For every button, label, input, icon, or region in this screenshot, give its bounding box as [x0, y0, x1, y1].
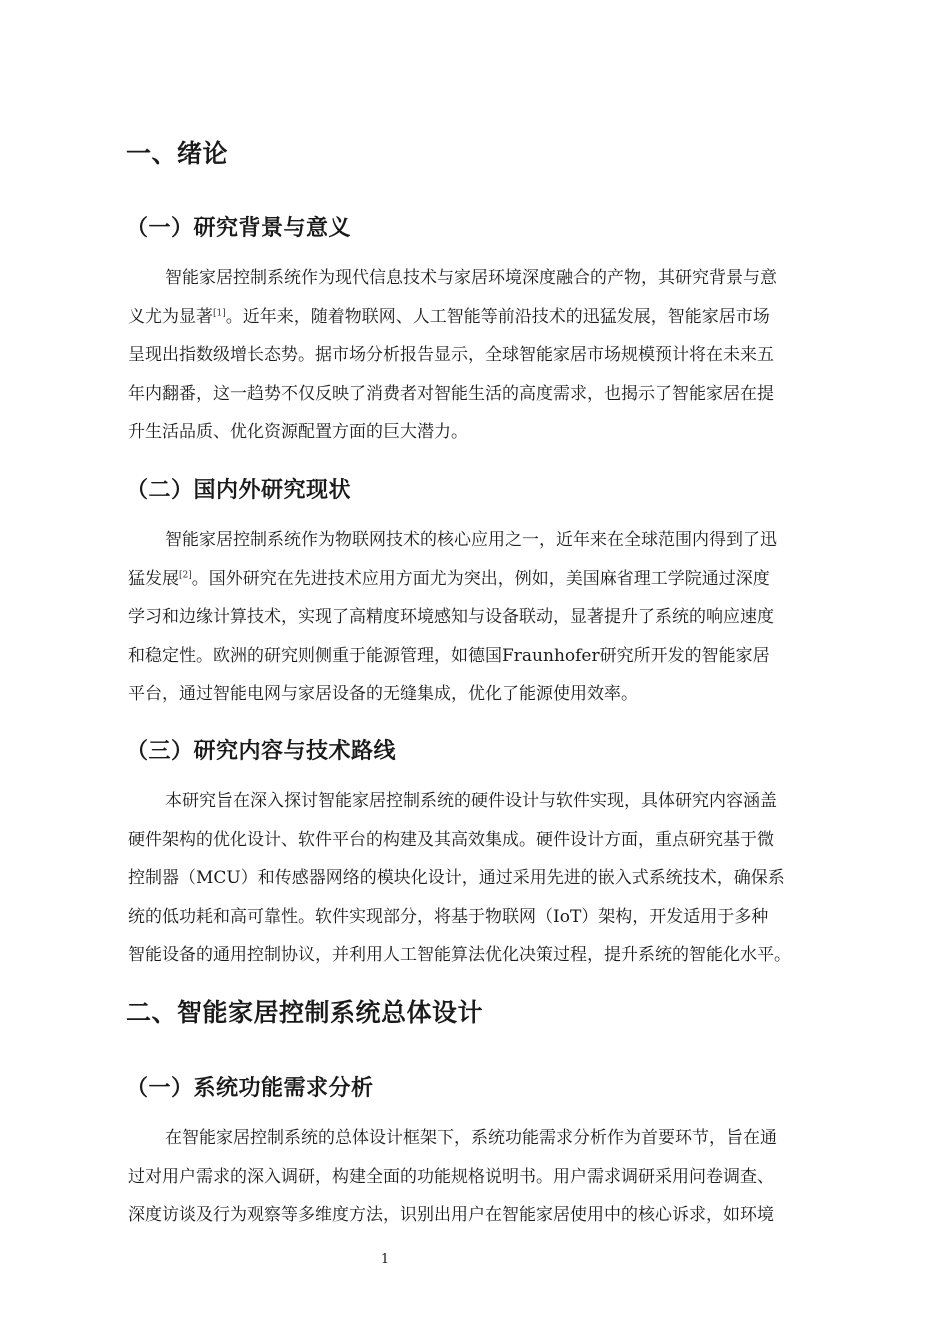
body-line: 统的低功耗和高可靠性。软件实现部分，将基于物联网（IoT）架构，开发适用于多种: [128, 906, 769, 927]
body-line: 硬件架构的优化设计、软件平台的构建及其高效集成。硬件设计方面，重点研究基于微: [128, 829, 774, 850]
body-line: 智能家居控制系统作为现代信息技术与家居环境深度融合的产物，其研究背景与意: [165, 268, 777, 288]
body-line: 在智能家居控制系统的总体设计框架下，系统功能需求分析作为首要环节，旨在通: [165, 1128, 777, 1148]
body-line: 控制器（MCU）和传感器网络的模块化设计，通过采用先进的嵌入式系统技术，确保系: [128, 868, 785, 889]
section-1-1-title: （一）研究背景与意义: [126, 216, 352, 241]
citation-2[interactable]: [2]: [179, 569, 192, 580]
chapter-1-title: 一、绪论: [126, 139, 229, 168]
body-line: 猛发展[2]。国外研究在先进技术应用方面尤为突出，例如，美国麻省理工学院通过深度: [128, 568, 770, 589]
section-1-3-title: （三）研究内容与技术路线: [126, 739, 397, 764]
body-line: 年内翻番，这一趋势不仅反映了消费者对智能生活的高度需求，也揭示了智能家居在提: [128, 383, 774, 404]
section-1-2-title: （二）国内外研究现状: [126, 478, 352, 503]
body-line: 智能家居控制系统作为物联网技术的核心应用之一，近年来在全球范围内得到了迅: [165, 530, 777, 550]
body-line: 过对用户需求的深入调研，构建全面的功能规格说明书。用户需求调研采用问卷调查、: [128, 1166, 774, 1187]
body-line: 智能设备的通用控制协议，并利用人工智能算法优化决策过程，提升系统的智能化水平。: [128, 945, 791, 966]
page-number: 1: [380, 1252, 390, 1267]
body-line: 和稳定性。欧洲的研究则侧重于能源管理，如德国Fraunhofer研究所开发的智能家居: [128, 645, 770, 666]
body-line: 呈现出指数级增长态势。据市场分析报告显示，全球智能家居市场规模预计将在未来五: [128, 345, 774, 366]
section-1-2-body: [128, 521, 858, 714]
section-1-1-body: [128, 259, 858, 452]
section-2-1-title: （一）系统功能需求分析: [126, 1076, 374, 1101]
section-1-3-body: [128, 782, 858, 975]
body-line: 学习和边缘计算技术，实现了高精度环境感知与设备联动，显著提升了系统的响应速度: [128, 607, 774, 628]
citation-1[interactable]: [1]: [213, 307, 226, 318]
body-line: 平台，通过智能电网与家居设备的无缝集成，优化了能源使用效率。: [128, 684, 638, 705]
section-2-1-body: [128, 1119, 858, 1235]
body-line: 义尤为显著[1]。近年来，随着物联网、人工智能等前沿技术的迅猛发展，智能家居市场: [128, 306, 770, 327]
body-line: 升生活品质、优化资源配置方面的巨大潜力。: [128, 422, 468, 443]
chapter-2-title: 二、智能家居控制系统总体设计: [126, 998, 484, 1027]
body-line: 深度访谈及行为观察等多维度方法，识别出用户在智能家居使用中的核心诉求，如环境: [128, 1205, 774, 1226]
body-line: 本研究旨在深入探讨智能家居控制系统的硬件设计与软件实现，具体研究内容涵盖: [165, 791, 777, 811]
